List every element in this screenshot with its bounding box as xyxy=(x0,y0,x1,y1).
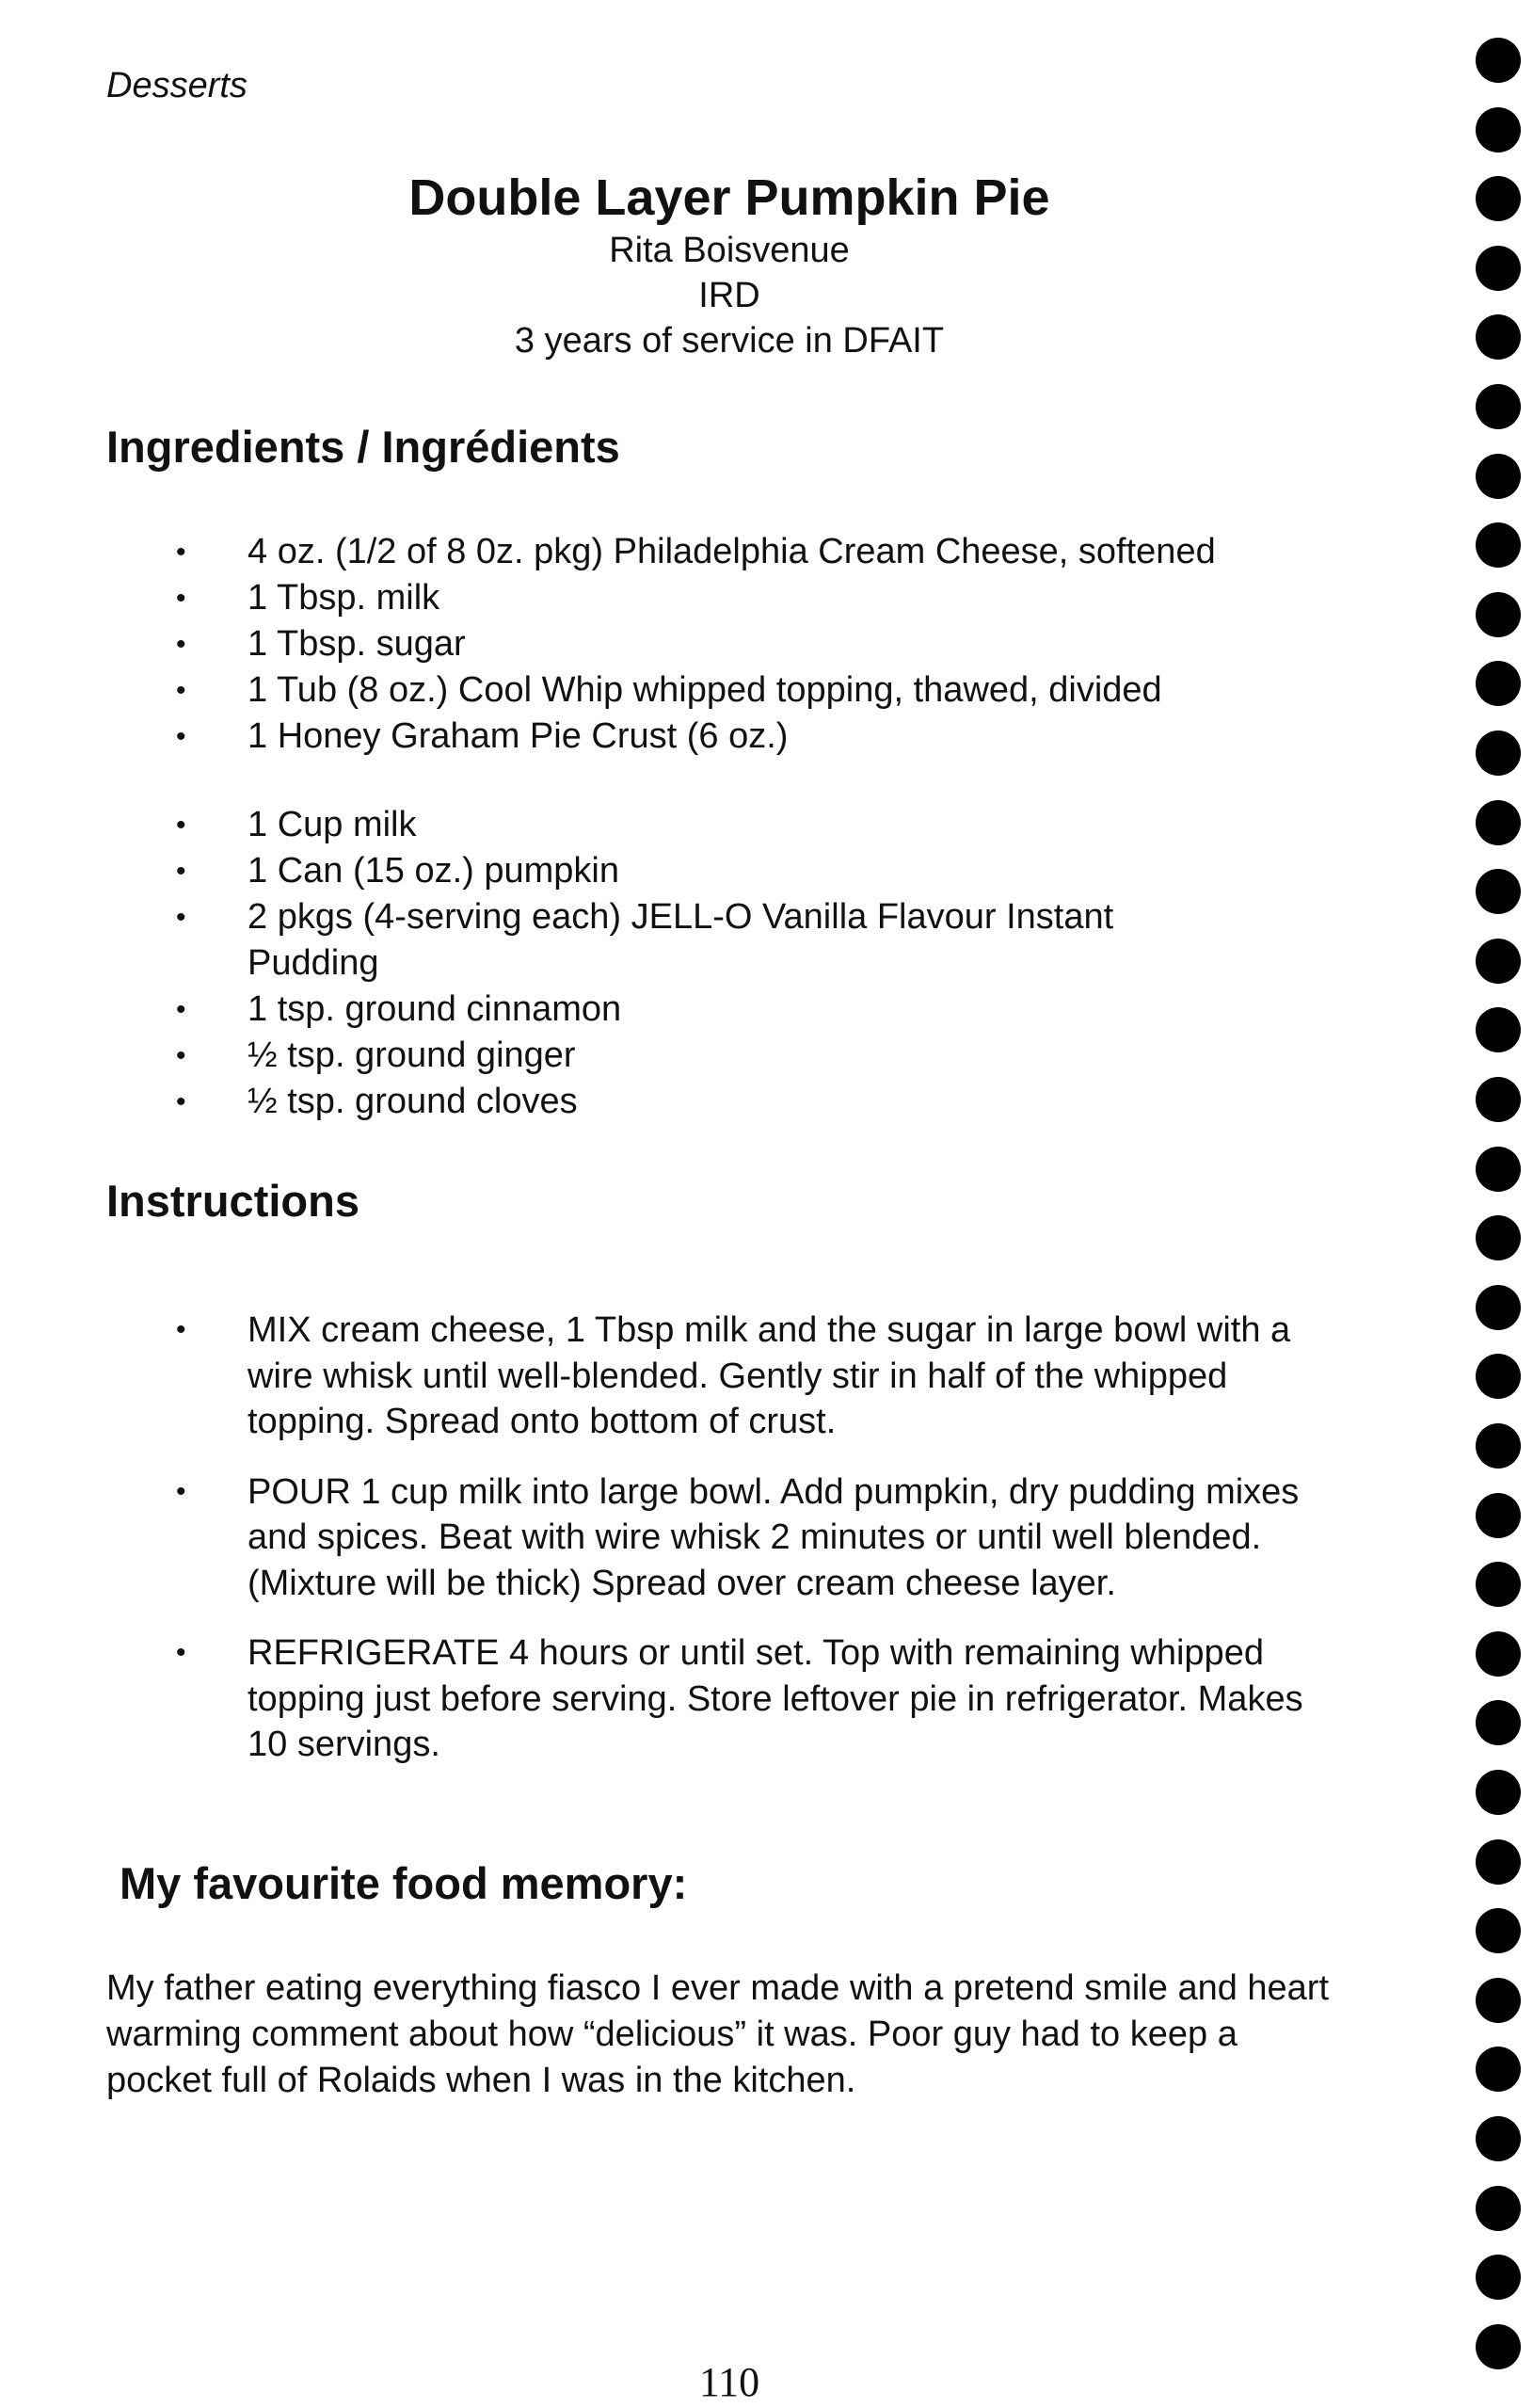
bullet-icon: • xyxy=(176,629,186,660)
binding-hole-icon xyxy=(1476,454,1521,499)
binding-hole-icon xyxy=(1476,592,1521,637)
binding-hole-icon xyxy=(1476,661,1521,706)
recipe-service: 3 years of service in DFAIT xyxy=(514,321,945,361)
recipe-author: Rita Boisvenue xyxy=(609,231,850,270)
binding-hole-icon xyxy=(1476,1700,1521,1745)
bullet-icon: • xyxy=(176,902,186,933)
ingredient-text: 1 Tbsp. milk xyxy=(248,578,440,618)
bullet-icon: • xyxy=(176,1040,186,1071)
ingredient-text: 1 tsp. ground cinnamon xyxy=(248,989,622,1029)
bullet-icon: • xyxy=(176,675,186,706)
binding-hole-icon xyxy=(1476,522,1521,568)
section-label: Desserts xyxy=(106,66,248,105)
binding-hole-icon xyxy=(1476,1147,1521,1192)
bullet-icon: • xyxy=(176,1637,186,1668)
bullet-icon: • xyxy=(176,1086,186,1117)
bullet-icon: • xyxy=(176,1314,186,1345)
binding-hole-icon xyxy=(1476,1215,1521,1260)
binding-hole-icon xyxy=(1476,176,1521,221)
recipe-division: IRD xyxy=(698,276,760,315)
binding-hole-icon xyxy=(1476,2186,1521,2231)
binding-hole-icon xyxy=(1476,730,1521,776)
list-item xyxy=(0,1033,1336,1079)
instruction-step xyxy=(0,1469,1336,1607)
ingredient-text: ½ tsp. ground cloves xyxy=(248,1082,578,1121)
binding-hole-icon xyxy=(1476,1908,1521,1953)
binding-hole-icon xyxy=(1476,2255,1521,2300)
list-item xyxy=(0,848,1336,894)
list-item xyxy=(0,667,1336,714)
binding-holes xyxy=(1476,38,1523,2400)
binding-hole-icon xyxy=(1476,2047,1521,2092)
memory-text: My father eating everything fiasco I ever made with a pretend smile and heart warming comment about how “delicious” it was. Poor guy had to keep a pocket full of Rolaids when I was in the kitchen. xyxy=(106,1968,1330,2100)
instructions-list xyxy=(0,1308,1336,1792)
ingredient-text: ½ tsp. ground ginger xyxy=(248,1035,576,1075)
ingredients-heading: Ingredients / Ingrédients xyxy=(106,422,620,472)
recipe-header xyxy=(0,168,1459,363)
binding-hole-icon xyxy=(1476,1077,1521,1122)
list-item xyxy=(0,987,1336,1033)
list-item xyxy=(0,714,1336,760)
instruction-text: POUR 1 cup milk into large bowl. Add pumpkin, dry pudding mixes and spices. Beat with wire whisk 2 minutes or until well blended. (Mixture will be thick) Spread over cream cheese layer. xyxy=(248,1471,1300,1603)
bullet-icon: • xyxy=(176,537,186,568)
list-item xyxy=(0,894,1336,987)
bullet-icon: • xyxy=(176,810,186,841)
list-item xyxy=(0,529,1336,575)
binding-hole-icon xyxy=(1476,1493,1521,1538)
ingredient-text: 1 Tbsp. sugar xyxy=(248,624,466,664)
binding-hole-icon xyxy=(1476,38,1521,83)
binding-hole-icon xyxy=(1476,314,1521,360)
bullet-icon: • xyxy=(176,721,186,752)
binding-hole-icon xyxy=(1476,1631,1521,1677)
instruction-step xyxy=(0,1630,1336,1768)
memory-heading: My favourite food memory: xyxy=(120,1858,688,1908)
instructions-heading: Instructions xyxy=(106,1176,359,1226)
binding-hole-icon xyxy=(1476,384,1521,429)
ingredient-text: 2 pkgs (4-serving each) JELL-O Vanilla Flavour Instant Pudding xyxy=(248,897,1114,983)
binding-hole-icon xyxy=(1476,1354,1521,1399)
ingredient-text: 1 Tub (8 oz.) Cool Whip whipped topping, thawed, divided xyxy=(248,670,1162,710)
ingredient-text: 4 oz. (1/2 of 8 0z. pkg) Philadelphia Cream Cheese, softened xyxy=(248,532,1216,571)
instruction-text: MIX cream cheese, 1 Tbsp milk and the sugar in large bowl with a wire whisk until well-blended. Gently stir in half of the whipped topping. Spread onto bottom of crust. xyxy=(248,1310,1291,1441)
binding-hole-icon xyxy=(1476,1978,1521,2023)
ingredients-list-1 xyxy=(0,529,1336,760)
list-item xyxy=(0,802,1336,848)
bullet-icon: • xyxy=(176,583,186,614)
bullet-icon: • xyxy=(176,994,186,1025)
binding-hole-icon xyxy=(1476,939,1521,984)
list-item xyxy=(0,1079,1336,1125)
binding-hole-icon xyxy=(1476,800,1521,845)
bullet-icon: • xyxy=(176,1475,186,1507)
instruction-text: REFRIGERATE 4 hours or until set. Top with remaining whipped topping just before serving. Store leftover pie in refrigerator. Makes 10 servings. xyxy=(248,1633,1303,1764)
ingredient-text: 1 Cup milk xyxy=(248,805,417,844)
bullet-icon: • xyxy=(176,856,186,887)
ingredient-text: 1 Honey Graham Pie Crust (6 oz.) xyxy=(248,716,789,756)
list-item xyxy=(0,621,1336,667)
binding-hole-icon xyxy=(1476,2116,1521,2161)
binding-hole-icon xyxy=(1476,1770,1521,1815)
binding-hole-icon xyxy=(1476,1007,1521,1052)
binding-hole-icon xyxy=(1476,2324,1521,2369)
binding-hole-icon xyxy=(1476,1423,1521,1469)
binding-hole-icon xyxy=(1476,1839,1521,1885)
page-number: 110 xyxy=(698,2359,760,2405)
list-item xyxy=(0,575,1336,621)
ingredients-list-2 xyxy=(0,802,1336,1125)
recipe-title: Double Layer Pumpkin Pie xyxy=(408,169,1050,226)
instruction-step xyxy=(0,1308,1336,1445)
binding-hole-icon xyxy=(1476,246,1521,291)
binding-hole-icon xyxy=(1476,1562,1521,1607)
binding-hole-icon xyxy=(1476,1285,1521,1330)
binding-hole-icon xyxy=(1476,107,1521,153)
ingredient-text: 1 Can (15 oz.) pumpkin xyxy=(248,851,619,891)
binding-hole-icon xyxy=(1476,869,1521,914)
